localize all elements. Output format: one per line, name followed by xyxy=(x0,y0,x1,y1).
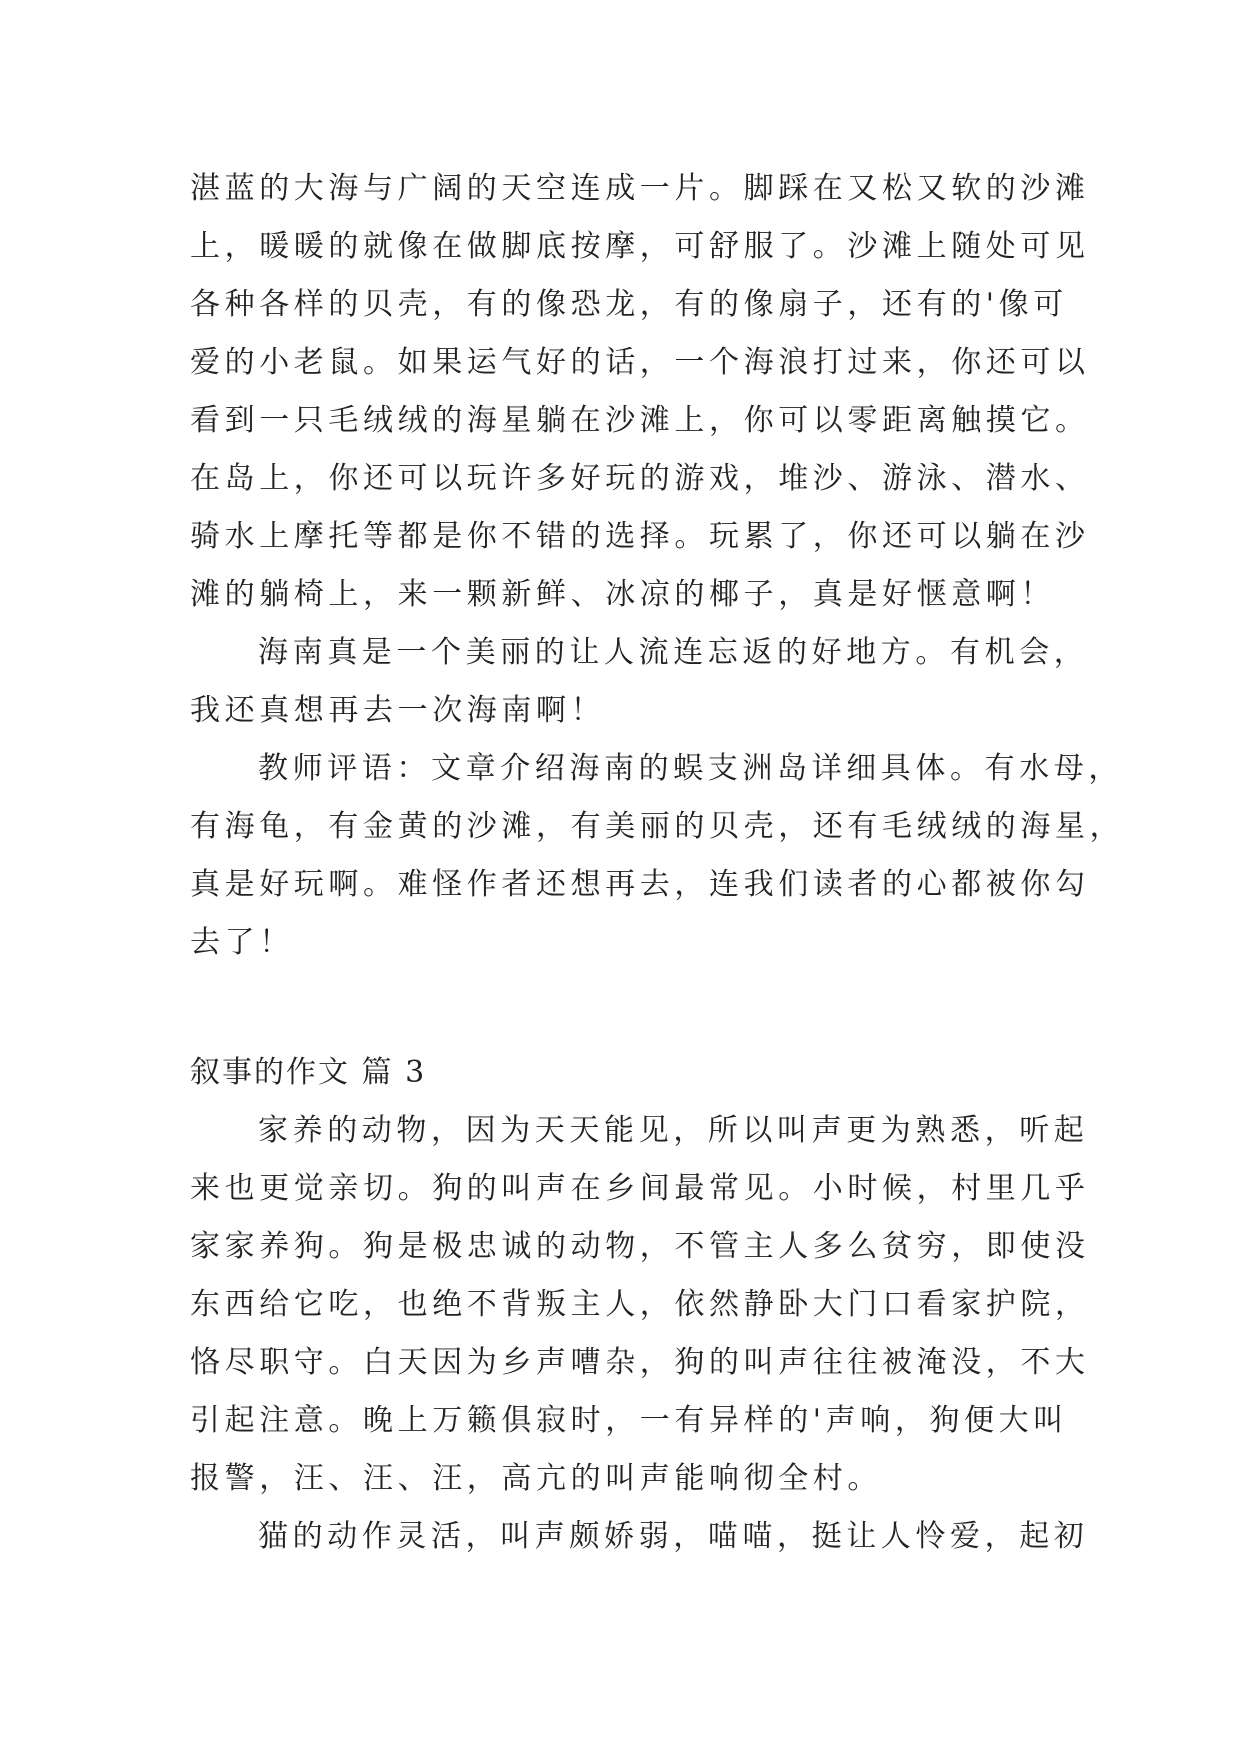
text-line: 真是好玩啊。难怪作者还想再去，连我们读者的心都被你勾 xyxy=(190,867,1090,902)
text-line: 报警，汪、汪、汪，高亢的叫声能响彻全村。 xyxy=(190,1461,882,1496)
text-line: 各种各样的贝壳，有的像恐龙，有的像扇子，还有的'像可 xyxy=(190,287,1068,322)
text-line: 上，暖暖的就像在做脚底按摩，可舒服了。沙滩上随处可见 xyxy=(190,229,1090,264)
text-line: 有海龟，有金黄的沙滩，有美丽的贝壳，还有毛绒绒的海星， xyxy=(190,809,1125,844)
text-line: 引起注意。晚上万籁俱寂时，一有异样的'声响，狗便大叫 xyxy=(190,1403,1068,1438)
teacher-comment-start-line: 教师评语：文章介绍海南的蜈支洲岛详细具体。有水母， xyxy=(258,751,1123,786)
text-line: 东西给它吃，也绝不背叛主人，依然静卧大门口看家护院， xyxy=(190,1287,1090,1322)
paragraph-start-line: 家养的动物，因为天天能见，所以叫声更为熟悉，听起 xyxy=(258,1113,1089,1148)
text-line: 湛蓝的大海与广阔的天空连成一片。脚踩在又松又软的沙滩 xyxy=(190,171,1090,206)
text-line: 我还真想再去一次海南啊！ xyxy=(190,693,606,728)
section-gap xyxy=(190,972,1070,1044)
text-line: 恪尽职守。白天因为乡声嘈杂，狗的叫声往往被淹没，不大 xyxy=(190,1345,1090,1380)
paragraph-start-line: 猫的动作灵活，叫声颇娇弱，喵喵，挺让人怜爱，起初 xyxy=(258,1519,1089,1554)
text-line: 爱的小老鼠。如果运气好的话，一个海浪打过来，你还可以 xyxy=(190,345,1090,380)
text-line: 骑水上摩托等都是你不错的选择。玩累了，你还可以躺在沙 xyxy=(190,519,1090,554)
text-line: 来也更觉亲切。狗的叫声在乡间最常见。小时候，村里几乎 xyxy=(190,1171,1090,1206)
text-line: 家家养狗。狗是极忠诚的动物，不管主人多么贫穷，即使没 xyxy=(190,1229,1090,1264)
text-line: 看到一只毛绒绒的海星躺在沙滩上，你可以零距离触摸它。 xyxy=(190,403,1090,438)
text-line: 在岛上，你还可以玩许多好玩的游戏，堆沙、游泳、潜水、 xyxy=(190,461,1090,496)
text-line: 去了！ xyxy=(190,925,294,960)
document-page xyxy=(190,160,1125,1566)
section-title: 叙事的作文 篇 3 xyxy=(190,1055,427,1090)
paragraph-start-line: 海南真是一个美丽的让人流连忘返的好地方。有机会， xyxy=(258,635,1089,670)
text-line: 滩的躺椅上，来一颗新鲜、冰凉的椰子，真是好惬意啊！ xyxy=(190,577,1055,612)
